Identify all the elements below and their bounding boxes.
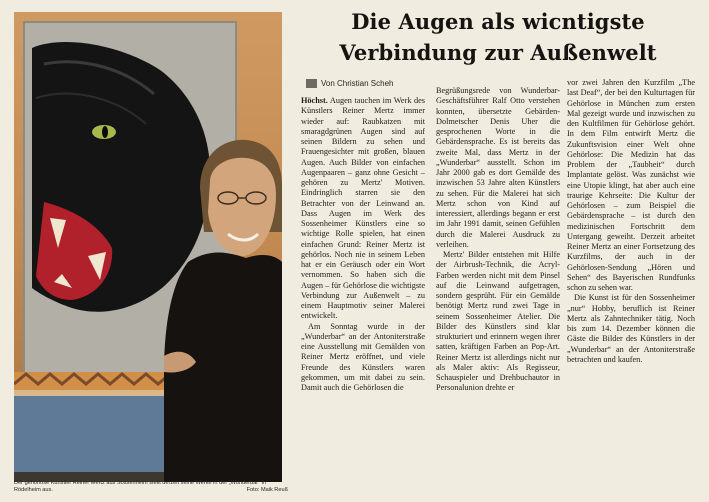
article-headline — [300, 6, 696, 68]
photo-credit: Foto: Maik Reuß — [246, 486, 288, 493]
column-2-paragraph-1: Begrüßungsrede von Wunderbar-Geschäftsführer Ralf Otto verstehen konnten, übersetzte Gebärden-Dolmetscher Denis Uher die gesprochenen Worte in die Gebärdensprache. Es ist bereits das zweite Mal, dass Mertz in der „Wunderbar“ ausstellt. Schon im Jahr 2000 gab es dort Gemälde des inzwischen 53 Jahre alten Künstlers zu sehen. Für die Malerei hat sich Mertz schon von Kind auf interessiert, allerdings begann er erst im Jahr 1991 damit, seinen Gefühlen durch die Malerei Ausdruck zu verleihen. — [436, 86, 560, 249]
photo-caption — [14, 480, 288, 493]
byline — [306, 77, 394, 89]
column-1-paragraph-2: Am Sonntag wurde in der „Wunderbar“ an der Antoniterstraße eine Ausstellung mit Gemälden von Reiner Mertz eröffnet, und viele Freunde des Künstlers waren gekommen, um mit dabei zu sein. Damit auch die Gehörlosen die — [301, 321, 425, 392]
article-photo — [14, 12, 282, 482]
byline-square-icon — [306, 79, 317, 88]
article-column-2 — [436, 86, 560, 484]
headline-line-2: Verbindung zur Außenwelt — [339, 40, 657, 65]
column-3-paragraph-2: Die Kunst ist für den Sossenheimer „nur“ Hobby, beruflich ist Reiner Mertz als Zahntechniker tätig. Noch bis zum 14. Dezember können die Gäste die Bilder des Künstlers in der „Wunderbar“ an der Antoniterstraße betrachten und kaufen. — [567, 293, 695, 364]
column-2-paragraph-2: Mertz' Bilder entstehen mit Hilfe der Airbrush-Technik, die Acryl-Farben werden nicht mit dem Pinsel auf die Leinwand aufgetragen, sondern gesprüht. Für ein Gemälde benötigt Mertz rund zwei Tage in seinem Sossenheimer Atelier. Die Bilder des Künstlers sind klar strukturiert und erinnern wegen ihrer satten, kräftigen Farben an Pop-Art. Reiner Mertz ist allerdings nicht nur als Maler aktiv: Als Regisseur, Schauspieler und Drehbuchautor in Personalunion drehte er — [436, 250, 560, 393]
blue-painting — [14, 390, 190, 482]
column-1-paragraph-1-text: Augen tauchen im Werk des Künstlers Reiner Mertz immer wieder auf: Raubkatzen mit smaragdgrünen Augen sind auf seinen Bildern zu sehen und Frauengesichter mit großen, blauen Augen. Auch Bilder von einfachen Augenpaaren – ganz ohne Gesicht – gehören zu Mertz' Motiven. Eindringlich starren sie den Betrachter von der Leinwand an. Dass Augen im Werk des Sossenheimer Künstlers eine so wichtige Rolle spielen, hat einen einfachen Grund: Reiner Mertz ist gehörlos. Noch nie in seinem Leben hat er ein Geräusch oder ein Wort vernommen. So haben sich die Augen – für Gehörlose die wichtigste Verbindung zur Außenwelt – zu einem Hauptmotiv seiner Malerei entwickelt. — [301, 96, 425, 321]
photo-caption-text: Der gehörlose Künstler Reiner Mertz aus Sossenheim stellt derzeit seine Werke in der „Wunderbar“ in Rödelheim aus. — [14, 480, 266, 493]
byline-author: Von Christian Scheh — [321, 78, 394, 88]
photo-illustration — [14, 12, 282, 482]
column-3-paragraph-1: vor zwei Jahren den Kurzfilm „The last Deaf“, der bei den Kulturtagen für Gehörlose in München zum ersten Mal gezeigt wurde und inzwischen zu den Kultfilmen für Gehörlose gehört. In dem Film entwirft Mertz die Zukunftsvision einer Welt ohne Gehörlose: Die Medizin hat das Problem der „Taubheit“ durch Implantate gelöst. Was zunächst wie eine Utopie klingt, hat aber auch eine traurige Kehrseite: Die Kultur der Gehörlosen – zum Beispiel die Gebärdensprache – ist durch den medizinischen Fortschritt dem Untergang geweiht. Derzeit arbeitet Reiner Mertz an einer Fortsetzung des Kurzfilms, der auch in der Gehörlosen-Sendung „Hören und Sehen“ des Bayerischen Rundfunks schon zu sehen war. — [567, 78, 695, 292]
article-column-1 — [301, 96, 425, 494]
article-column-3 — [567, 78, 695, 476]
headline-line-1: Die Augen als wicntigste — [351, 9, 645, 34]
column-1-paragraph-1 — [301, 96, 425, 322]
dateline: Höchst. — [301, 96, 328, 105]
